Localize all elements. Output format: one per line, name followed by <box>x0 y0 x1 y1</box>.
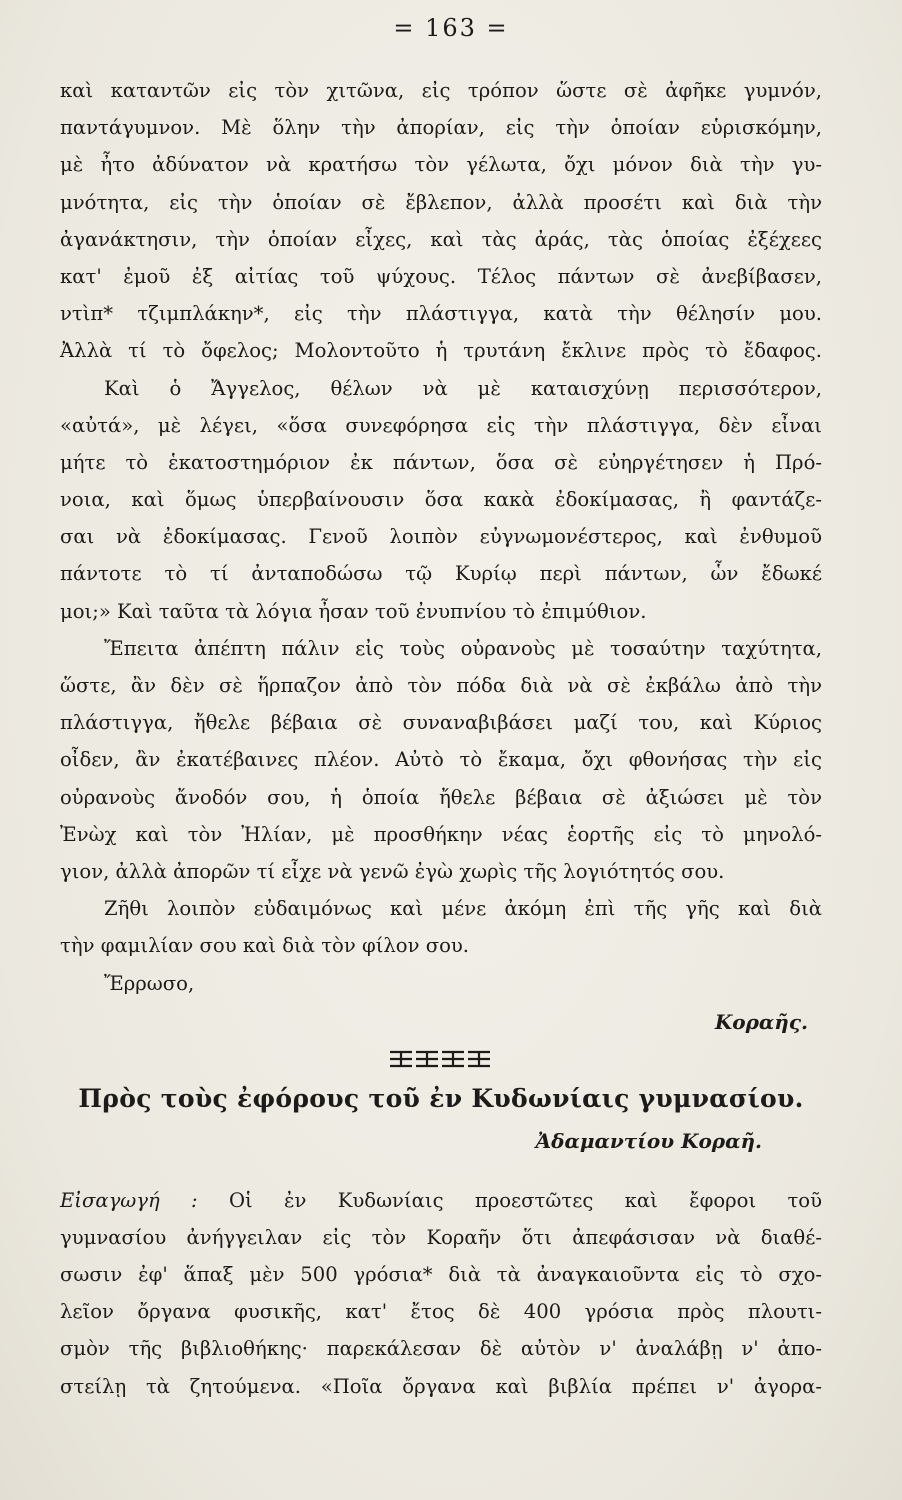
letter-line-13: σαι νὰ ἐδοκίμασας. Γενοῦ λοιπὸν εὐγνωμονέστερος, καὶ ἐνθυμοῦ <box>60 525 822 549</box>
letter-line-19: οἶδεν, ἂν ἐκατέβαινες πλέον. Αὐτὸ τὸ ἔκαμα, ὄχι φθονήσας τὴν εἰς <box>60 748 822 772</box>
letter-line-1: καὶ καταντῶν εἰς τὸν χιτῶνα, εἰς τρόπον ὥστε σὲ ἀφῆκε γυμνόν, <box>60 79 822 102</box>
section-divider-ornament <box>60 1042 822 1076</box>
letter-line-17: ὥστε, ἂν δὲν σὲ ἥρπαζον ἀπὸ τὸν πόδα διὰ νὰ σὲ ἐκβάλω ἀπὸ τὴν <box>60 674 822 697</box>
signature: Κοραῆς. <box>714 1009 808 1034</box>
section-heading: Πρὸς τοὺς ἐφόρους τοῦ ἐν Κυδωνίαις γυμνασίου. <box>78 1083 804 1113</box>
letter-line-6: κατ' ἐμοῦ ἐξ αἰτίας τοῦ ψύχους. Τέλος πάντων σὲ ἀνεβίβασεν, <box>60 264 822 288</box>
letter-line-7: ντὶπ* τζιμπλάκην*, εἰς τὴν πλάστιγγα, κατὰ τὴν θέλησίν μου. <box>60 302 822 326</box>
letter-line-14: πάντοτε τὸ τί ἀνταποδώσω τῷ Κυρίῳ περὶ πάντων, ὧν ἔδωκέ <box>60 562 822 586</box>
ornament-icon <box>386 1048 496 1070</box>
letter-line-5: ἀγανάκτησιν, τὴν ὁποίαν εἶχες, καὶ τὰς ἀράς, τὰς ὁποίας ἐξέχεες <box>60 227 822 251</box>
letter-line-12: νοια, καὶ ὅμως ὑπερβαίνουσιν ὅσα κακὰ ἐδοκίμασας, ἢ φαντάζε- <box>60 488 822 512</box>
intro-line-1 <box>60 1182 822 1219</box>
letter-line-8: Ἀλλὰ τί τὸ ὄφελος; Μολοντοῦτο ἡ τρυτάνη ἔκλινε πρὸς τὸ ἔδαφος. <box>60 339 822 363</box>
letter-line-4: μνότητα, εἰς τὴν ὁποίαν σὲ ἔβλεπον, ἀλλὰ προσέτι καὶ διὰ τὴν <box>60 190 822 214</box>
section-author: Ἀδαμαντίου Κοραῆ. <box>535 1128 762 1153</box>
letter-line-23: Ζῆθι λοιπὸν εὐδαιμόνως καὶ μένε ἀκόμη ἐπὶ τῆς γῆς καὶ διὰ <box>104 897 822 921</box>
text-block <box>60 72 822 1405</box>
letter-line-21: Ἐνὼχ καὶ τὸν Ἠλίαν, μὲ προσθήκην νέας ἑορτῆς εἰς τὸ μηνολό- <box>60 822 822 846</box>
letter-line-18: πλάστιγγα, ἤθελε βέβαια σὲ συναναβιβάσει μαζί του, καὶ Κύριος <box>60 711 822 735</box>
intro-line-4: λεῖον ὄργανα φυσικῆς, κατ' ἔτος δὲ 400 γρόσια πρὸς πλουτι- <box>60 1300 822 1324</box>
letter-line-16: Ἔπειτα ἀπέπτη πάλιν εἰς τοὺς οὐρανοὺς μὲ τοσαύτην ταχύτητα, <box>104 636 822 660</box>
intro-line-3: σωσιν ἐφ' ἅπαξ μὲν 500 γρόσια* διὰ τὰ ἀναγκαιοῦντα εἰς τὸ σχο- <box>60 1263 822 1287</box>
page-number: = 163 = <box>393 14 509 42</box>
letter-line-15: μοι;» Καὶ ταῦτα τὰ λόγια ἦσαν τοῦ ἐνυπνίου τὸ ἐπιμύθιον. <box>60 599 647 623</box>
letter-line-9: Καὶ ὁ Ἄγγελος, θέλων νὰ μὲ καταισχύνῃ περισσότερον, <box>104 376 822 400</box>
letter-line-3: μὲ ἦτο ἀδύνατον νὰ κρατήσω τὸν γέλωτα, ὄχι μόνον διὰ τὴν γυ- <box>60 153 822 177</box>
letter-line-11: μήτε τὸ ἑκατοστημόριον ἐκ πάντων, ὅσα σὲ εὐηργέτησεν ἡ Πρό- <box>60 450 822 474</box>
letter-line-20: οὐρανοὺς ἄνοδόν σου, ἡ ὁποία ἤθελε βέβαια σὲ ἀξιώσει μὲ τὸν <box>60 785 822 809</box>
letter-closing: Ἔρρωσο, <box>104 971 195 995</box>
letter-line-24: τὴν φαμιλίαν σου καὶ διὰ τὸν φίλον σου. <box>60 934 470 958</box>
intro-line-1-text: Οἱ ἐν Κυδωνίαις προεστῶτες καὶ ἔφοροι τοῦ <box>228 1188 822 1212</box>
intro-line-6: στείλῃ τὰ ζητούμενα. «Ποῖα ὄργανα καὶ βιβλία πρέπει ν' ἀγορα- <box>60 1374 822 1398</box>
intro-line-2: γυμνασίου ἀνήγγειλαν εἰς τὸν Κοραῆν ὅτι ἀπεφάσισαν νὰ διαθέ- <box>60 1225 822 1249</box>
letter-line-2: παντάγυμνον. Μὲ ὅλην τὴν ἀπορίαν, εἰς τὴν ὁποίαν εὑρισκόμην, <box>60 116 822 140</box>
intro-line-5: σμὸν τῆς βιβλιοθήκης· παρεκάλεσαν δὲ αὐτὸν ν' ἀναλάβῃ ν' ἀπο- <box>60 1337 822 1361</box>
intro-label: Εἰσαγωγή : <box>60 1188 198 1212</box>
letter-line-22: γιον, ἀλλὰ ἀπορῶν τί εἶχε νὰ γενῶ ἐγὼ χωρὶς τῆς λογιότητός σου. <box>60 859 725 883</box>
letter-line-10: «αὐτά», μὲ λέγει, «ὅσα συνεφόρησα εἰς τὴν πλάστιγγα, δὲν εἶναι <box>60 413 822 437</box>
